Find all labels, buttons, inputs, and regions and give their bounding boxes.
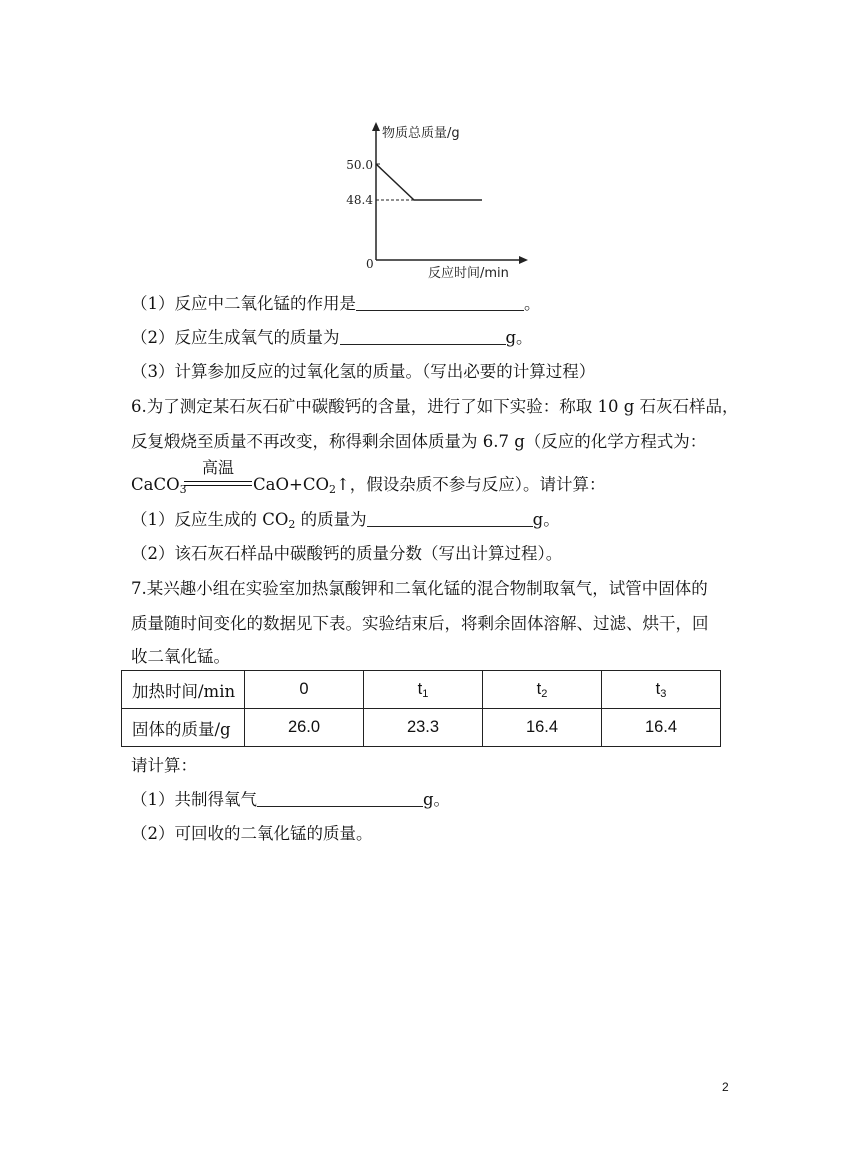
q5-sub1 bbox=[131, 293, 541, 315]
q5-sub1-text: （1）反应中二氧化锰的作用是 bbox=[131, 294, 356, 313]
table-cell: 26.0 bbox=[245, 709, 364, 747]
x-axis-arrow bbox=[519, 256, 528, 264]
q6-equation-right bbox=[253, 474, 606, 496]
q7-line3: 收二氧化锰。 bbox=[131, 647, 230, 666]
q7-prompt: 请计算： bbox=[131, 756, 197, 775]
origin-label: 0 bbox=[366, 257, 374, 271]
q6-line1: 6.为了测定某石灰石矿中碳酸钙的含量，进行了如下实验：称取 10 g 石灰石样品， bbox=[131, 397, 739, 416]
data-line bbox=[376, 164, 482, 200]
q6-sub1-subscript: 2 bbox=[288, 518, 296, 531]
y-tick-50: 50.0 bbox=[346, 158, 373, 172]
heating-data-table bbox=[121, 670, 721, 747]
mass-time-chart bbox=[330, 118, 540, 288]
reaction-condition: 高温 bbox=[201, 458, 234, 477]
y-axis-label: 物质总质量/g bbox=[382, 126, 460, 141]
q7-sub1 bbox=[131, 789, 450, 811]
q5-sub2-text: （2）反应生成氧气的质量为 bbox=[131, 328, 340, 347]
q6-sub1-text: （1）反应生成的 CO bbox=[131, 510, 289, 529]
q6-sub1-end: g。 bbox=[532, 510, 560, 529]
q7-sub2: （2）可回收的二氧化锰的质量。 bbox=[131, 824, 373, 843]
product-subscript: 2 bbox=[328, 483, 336, 496]
equation-tail-text: ↑，假设杂质不参与反应）。请计算： bbox=[335, 475, 606, 494]
table-cell: 16.4 bbox=[483, 709, 602, 747]
table-cell: 16.4 bbox=[602, 709, 721, 747]
q6-sub1-mid: 的质量为 bbox=[295, 510, 367, 529]
q7-line2: 质量随时间变化的数据见下表。实验结束后，将剩余固体溶解、过滤、烘干，回 bbox=[131, 614, 709, 633]
q6-sub1 bbox=[131, 509, 560, 531]
product-formula: CaO+CO bbox=[253, 475, 329, 494]
x-axis-label: 反应时间/min bbox=[428, 266, 509, 281]
table-row bbox=[122, 709, 721, 747]
table-row bbox=[122, 671, 721, 709]
q6-line2: 反复煅烧至质量不再改变，称得剩余固体质量为 6.7 g（反应的化学方程式为： bbox=[131, 432, 707, 451]
q5-sub3: （3）计算参加反应的过氧化氢的质量。（写出必要的计算过程） bbox=[131, 362, 596, 381]
table-cell: 0 bbox=[245, 671, 364, 709]
reactant-formula: CaCO bbox=[131, 475, 180, 494]
y-axis-arrow bbox=[372, 122, 380, 131]
q5-sub2 bbox=[131, 327, 533, 349]
q6-equation-left bbox=[131, 474, 187, 496]
table-header-mass: 固体的质量/g bbox=[122, 709, 245, 747]
table-cell: $t_1$ bbox=[364, 671, 483, 709]
answer-blank[interactable] bbox=[257, 789, 423, 807]
table-cell: $t_2$ bbox=[483, 671, 602, 709]
y-tick-48.4: 48.4 bbox=[346, 193, 373, 207]
answer-blank[interactable] bbox=[356, 293, 524, 311]
page-number: 2 bbox=[722, 1080, 729, 1094]
table-header-time: 加热时间/min bbox=[122, 671, 245, 709]
answer-blank[interactable] bbox=[340, 327, 506, 345]
q6-sub2: （2）该石灰石样品中碳酸钙的质量分数（写出计算过程）。 bbox=[131, 544, 563, 563]
q5-sub1-end: 。 bbox=[524, 294, 541, 313]
table-cell: 23.3 bbox=[364, 709, 483, 747]
equation-double-line bbox=[184, 481, 252, 486]
q7-sub1-end: g。 bbox=[423, 790, 451, 809]
answer-blank[interactable] bbox=[367, 509, 533, 527]
q5-sub2-end: g。 bbox=[505, 328, 533, 347]
q7-line1: 7.某兴趣小组在实验室加热氯酸钾和二氧化锰的混合物制取氧气，试管中固体的 bbox=[131, 579, 708, 598]
reactant-subscript: 3 bbox=[179, 483, 187, 496]
table-cell: $t_3$ bbox=[602, 671, 721, 709]
q7-sub1-text: （1）共制得氧气 bbox=[131, 790, 257, 809]
